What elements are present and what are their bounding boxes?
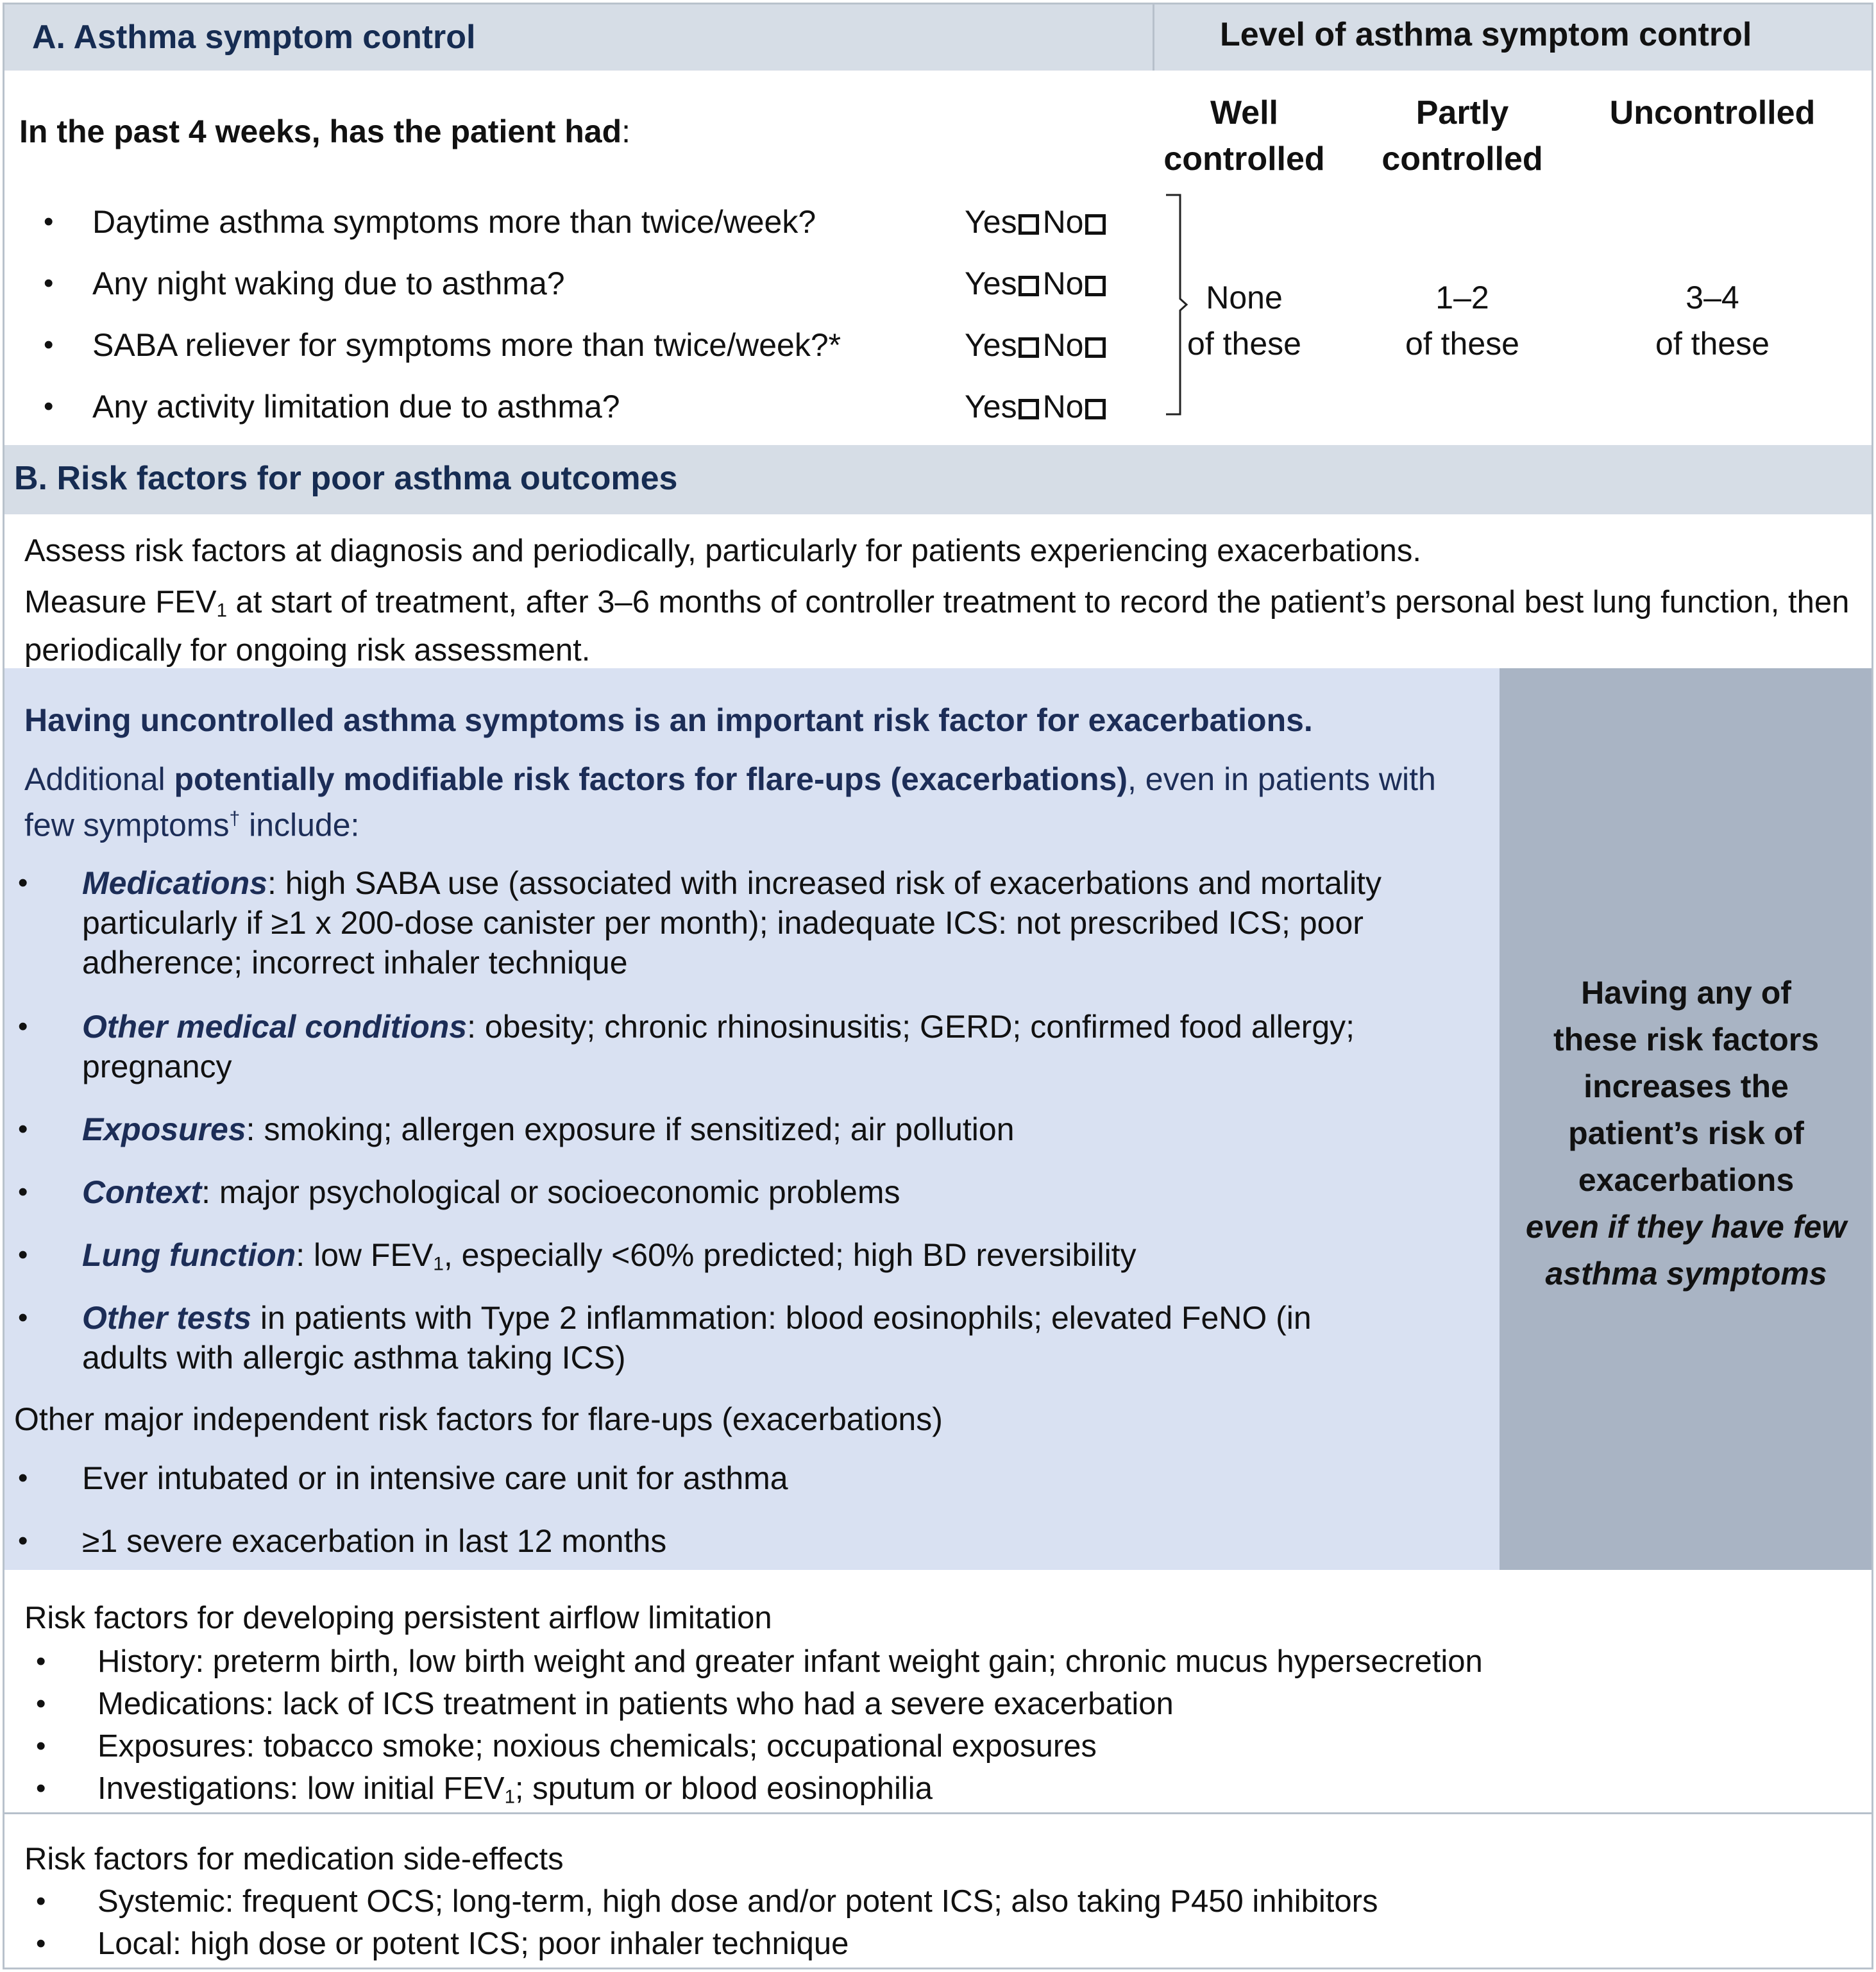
assess-text: Assess risk factors at diagnosis and periodically, particularly for patients experiencing exacerbations. <box>24 534 1421 568</box>
bullet-icon: • <box>36 1646 46 1677</box>
dagger-mark: † <box>229 808 241 829</box>
question-text: Daytime asthma symptoms more than twice/week? <box>92 204 816 240</box>
col-head-line1: Uncontrolled <box>1609 94 1816 131</box>
no-checkbox[interactable] <box>1085 399 1106 419</box>
other-major-title: Other major independent risk factors for flare-ups (exacerbations) <box>14 1401 943 1437</box>
risk-factor-text <box>82 1298 1403 1378</box>
no-label: No <box>1042 265 1084 301</box>
airflow-text-1: Investigations: low initial FEV <box>97 1771 505 1806</box>
bullet-icon: • <box>36 1688 46 1719</box>
partly-controlled-heading <box>1366 90 1559 182</box>
yes-no-checkboxes <box>965 326 1110 364</box>
other-major-text: Ever intubated or in intensive care unit for asthma <box>82 1460 788 1496</box>
airflow-text <box>97 1767 933 1818</box>
summary-line: patient’s risk of <box>1568 1115 1804 1151</box>
divider <box>4 1812 1873 1814</box>
airflow-text: History: preterm birth, low birth weight and greater infant weight gain; chronic mucus hypersecretion <box>97 1644 1483 1679</box>
risk-factor-label: Other tests <box>82 1300 251 1336</box>
bullet-icon: • <box>18 1176 28 1208</box>
airflow-item <box>0 1725 1860 1767</box>
airflow-text: Medications: lack of ICS treatment in patients who had a severe exacerbation <box>97 1687 1174 1721</box>
airflow-item <box>0 1640 1860 1683</box>
yes-checkbox[interactable] <box>1018 276 1039 296</box>
question-row <box>0 264 1154 316</box>
bullet-icon: • <box>44 329 54 360</box>
section-b-title: B. Risk factors for poor asthma outcomes <box>14 460 678 497</box>
question-text: Any activity limitation due to asthma? <box>92 389 620 425</box>
risk-factor-label: Context <box>82 1174 202 1210</box>
risk-factor-text <box>82 1172 1493 1212</box>
header-divider <box>1153 4 1154 71</box>
bullet-icon: • <box>18 1239 28 1270</box>
side-effect-text: Local: high dose or potent ICS; poor inhaler technique <box>97 1926 849 1961</box>
summary-italic-line: even if they have few <box>1525 1209 1847 1245</box>
side-effect-item <box>0 1923 1860 1965</box>
airflow-item <box>0 1683 1860 1725</box>
well-controlled-value <box>1148 274 1340 367</box>
yes-label: Yes <box>965 389 1017 425</box>
measure-sub: 1 <box>216 600 227 621</box>
yes-checkbox[interactable] <box>1018 399 1039 419</box>
measure-text-1: Measure FEV <box>24 585 217 619</box>
intro-colon: : <box>621 114 631 149</box>
uncontrolled-heading <box>1584 90 1841 136</box>
yes-label: Yes <box>965 265 1017 301</box>
airflow-text: Exposures: tobacco smoke; noxious chemicals; occupational exposures <box>97 1729 1097 1764</box>
yes-no-checkboxes <box>965 203 1110 241</box>
risk-factor-text <box>82 1235 1493 1285</box>
fev1-sub: 1 <box>504 1786 515 1808</box>
risk-factor-label: Other medical conditions <box>82 1009 468 1045</box>
partly-controlled-value <box>1366 274 1559 367</box>
side-effect-item <box>0 1880 1860 1923</box>
fev1-sub: 1 <box>433 1253 444 1275</box>
additional-risk-intro <box>24 759 1487 845</box>
bullet-icon: • <box>18 1525 28 1556</box>
yes-label: Yes <box>965 204 1017 240</box>
risk-factor-label: Exposures <box>82 1111 246 1147</box>
risk-factor-label: Medications <box>82 865 267 901</box>
intro-text: In the past 4 weeks, has the patient had <box>19 114 622 149</box>
side-effects-title: Risk factors for medication side-effects <box>24 1842 564 1876</box>
bullet-icon: • <box>18 867 28 898</box>
risk-summary-text <box>1500 970 1873 1297</box>
bullet-icon: • <box>44 267 54 299</box>
bullet-icon: • <box>36 1885 46 1917</box>
additional-bold: potentially modifiable risk factors for flare-ups (exacerbations) <box>174 761 1128 797</box>
question-row <box>0 326 1154 377</box>
col-head-line2: controlled <box>1382 140 1543 178</box>
yes-checkbox[interactable] <box>1018 214 1039 235</box>
no-checkbox[interactable] <box>1085 276 1106 296</box>
additional-post: , even in patients with few symptoms <box>24 761 1436 843</box>
side-effect-text: Systemic: frequent OCS; long-term, high dose and/or potent ICS; also taking P450 inhibitors <box>97 1884 1378 1919</box>
bullet-icon: • <box>44 391 54 422</box>
no-label: No <box>1042 327 1084 363</box>
bullet-icon: • <box>44 206 54 237</box>
uncontrolled-risk-title: Having uncontrolled asthma symptoms is an important risk factor for exacerbations. <box>24 702 1313 738</box>
col-val-line1: 3–4 <box>1686 280 1739 316</box>
risk-factor-detail: : high SABA use (associated with increased risk of exacerbations and mortality particularly if ≥1 x 200-dose canister per month); inadequate ICS: not prescribed ICS; poor adherence; incorrect inhaler technique <box>82 865 1382 981</box>
airflow-item <box>0 1767 1860 1810</box>
risk-factor-detail: : smoking; allergen exposure if sensitized; air pollution <box>246 1111 1015 1147</box>
risk-factor-detail-2: , especially <60% predicted; high BD reversibility <box>443 1237 1137 1273</box>
question-text: SABA reliever for symptoms more than twice/week?* <box>92 327 841 363</box>
risk-factor-text <box>82 863 1493 982</box>
risk-factor-detail: in patients with Type 2 inflammation: blood eosinophils; elevated FeNO (in adults with allergic asthma taking ICS) <box>82 1300 1312 1376</box>
summary-line: increases the <box>1584 1068 1789 1104</box>
section-a-title: A. Asthma symptom control <box>32 19 476 56</box>
risk-factor-detail: : obesity; chronic rhinosinusitis; GERD; confirmed food allergy; pregnancy <box>82 1009 1355 1084</box>
additional-end: include: <box>240 807 360 843</box>
bullet-icon: • <box>18 1011 28 1042</box>
col-val-line1: 1–2 <box>1435 280 1489 316</box>
yes-label: Yes <box>965 327 1017 363</box>
bullet-icon: • <box>36 1773 46 1804</box>
col-val-line1: None <box>1206 280 1283 316</box>
col-head-line1: Well <box>1210 94 1278 131</box>
question-text: Any night waking due to asthma? <box>92 265 565 301</box>
risk-factor-label: Lung function <box>82 1237 296 1273</box>
risk-factor-detail: : major psychological or socioeconomic problems <box>201 1174 900 1210</box>
additional-pre: Additional <box>24 761 174 797</box>
risk-factor-text <box>82 1109 1493 1149</box>
level-of-control-title: Level of asthma symptom control <box>1220 16 1752 53</box>
bullet-icon: • <box>18 1462 28 1494</box>
bullet-icon: • <box>18 1113 28 1145</box>
question-row <box>0 203 1154 254</box>
no-checkbox[interactable] <box>1085 337 1106 358</box>
yes-no-checkboxes <box>965 264 1110 303</box>
measure-text-2: at start of treatment, after 3–6 months of controller treatment to record the patient’s personal best lung function, then periodically for ongoing risk assessment. <box>24 585 1850 668</box>
question-row <box>0 387 1154 439</box>
bullet-icon: • <box>36 1730 46 1762</box>
col-head-line2: controlled <box>1163 140 1325 178</box>
summary-line: these risk factors <box>1553 1022 1820 1058</box>
other-major-text: ≥1 severe exacerbation in last 12 months <box>82 1523 667 1559</box>
col-val-line2: of these <box>1655 326 1770 362</box>
yes-no-checkboxes <box>965 387 1110 426</box>
well-controlled-heading <box>1148 90 1340 182</box>
summary-line: exacerbations <box>1578 1162 1795 1198</box>
risk-factor-detail: : low FEV <box>296 1237 434 1273</box>
col-val-line2: of these <box>1187 326 1301 362</box>
summary-italic-line: asthma symptoms <box>1545 1256 1827 1292</box>
no-label: No <box>1042 389 1084 425</box>
risk-factor-text <box>82 1007 1493 1086</box>
airflow-text-2: ; sputum or blood eosinophilia <box>514 1771 933 1806</box>
bullet-icon: • <box>36 1928 46 1959</box>
col-val-line2: of these <box>1405 326 1519 362</box>
past-4-weeks-question <box>19 113 630 150</box>
airflow-limitation-title: Risk factors for developing persistent airflow limitation <box>24 1601 772 1635</box>
bullet-icon: • <box>18 1302 28 1333</box>
uncontrolled-value <box>1584 274 1841 367</box>
no-checkbox[interactable] <box>1085 214 1106 235</box>
measure-fev1-text <box>24 582 1859 670</box>
col-head-line1: Partly <box>1415 94 1509 131</box>
summary-line: Having any of <box>1581 975 1791 1011</box>
no-label: No <box>1042 204 1084 240</box>
yes-checkbox[interactable] <box>1018 337 1039 358</box>
